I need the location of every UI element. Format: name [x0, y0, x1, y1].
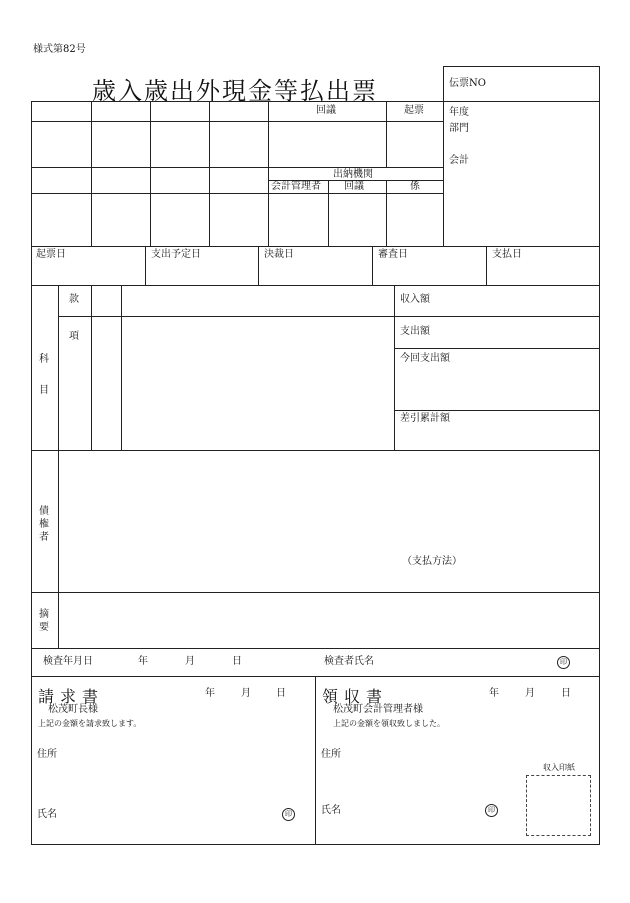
- kou-label: 項: [69, 331, 79, 342]
- review-date-label: 審査日: [378, 249, 408, 260]
- invoice-address-label: 住所: [37, 749, 57, 760]
- receipt-statement: 上記の金額を領収致しました。: [333, 719, 445, 728]
- kaigi2-label: 回議: [344, 181, 364, 192]
- expense-amount-label: 支出額: [400, 326, 430, 337]
- inspection-month: 月: [185, 656, 195, 667]
- receipt-year: 年: [489, 688, 499, 699]
- summary-section: [31, 592, 600, 649]
- revenue-stamp-label: 収入印紙: [543, 763, 575, 772]
- payment-date-label: 支払日: [492, 249, 522, 260]
- kaikei-kanrisha-label: 会計管理者: [271, 181, 321, 192]
- invoice-day: 日: [276, 688, 286, 699]
- form-number: 様式第82号: [33, 44, 86, 55]
- invoice-heading: 請求書: [38, 687, 105, 706]
- balance-total-label: 差引累計額: [400, 413, 450, 424]
- department-label: 部門: [449, 123, 469, 134]
- receipt-seal-icon: 印: [485, 804, 498, 817]
- inspector-name-label: 検査者氏名: [324, 656, 374, 667]
- inspector-seal-icon: 印: [557, 656, 570, 669]
- inspection-date-label: 検査年月日: [43, 656, 93, 667]
- accounting-label: 会計: [449, 155, 469, 166]
- planned-expense-date-label: 支出予定日: [151, 249, 201, 260]
- decision-date-label: 決裁日: [264, 249, 294, 260]
- invoice-name-label: 氏名: [37, 809, 57, 820]
- subject-section: [31, 285, 600, 451]
- kihyo-label: 起票: [404, 105, 424, 116]
- slip-no-label: 伝票NO: [449, 78, 486, 89]
- suitou-kikan-label: 出納機関: [333, 169, 373, 180]
- invoice-addressee: 松茂町長様: [48, 704, 98, 715]
- kan-label: 款: [69, 294, 79, 305]
- invoice-seal-icon: 印: [282, 808, 295, 821]
- invoice-statement: 上記の金額を請求致します。: [38, 719, 142, 728]
- receipt-address-label: 住所: [321, 749, 341, 760]
- form-title: 歳入歳出外現金等払出票: [92, 77, 378, 105]
- revenue-stamp-box: [526, 775, 591, 836]
- payment-method-label: （支払方法）: [402, 556, 462, 567]
- kakari-label: 係: [410, 181, 420, 192]
- current-expense-label: 今回支出額: [400, 353, 450, 364]
- receipt-addressee: 松茂町会計管理者様: [333, 704, 423, 715]
- receipt-name-label: 氏名: [321, 805, 341, 816]
- income-amount-label: 収入額: [400, 294, 430, 305]
- approval-grid: [31, 101, 600, 247]
- receipt-heading: 領収書: [322, 687, 389, 706]
- creditor-vertical-label: 債 権 者: [39, 506, 49, 543]
- inspection-row: [31, 648, 600, 677]
- invoice-month: 月: [241, 688, 251, 699]
- subject-vertical-label: 科 目: [39, 354, 49, 396]
- receipt-month: 月: [525, 688, 535, 699]
- invoice-year: 年: [205, 688, 215, 699]
- creditor-section: [31, 450, 600, 593]
- kihyo-date-label: 起票日: [36, 249, 66, 260]
- fiscal-year-label: 年度: [449, 107, 469, 118]
- receipt-day: 日: [561, 688, 571, 699]
- kaigi-label: 回議: [316, 105, 336, 116]
- inspection-day: 日: [232, 656, 242, 667]
- summary-vertical-label: 摘 要: [39, 609, 49, 633]
- inspection-year: 年: [138, 656, 148, 667]
